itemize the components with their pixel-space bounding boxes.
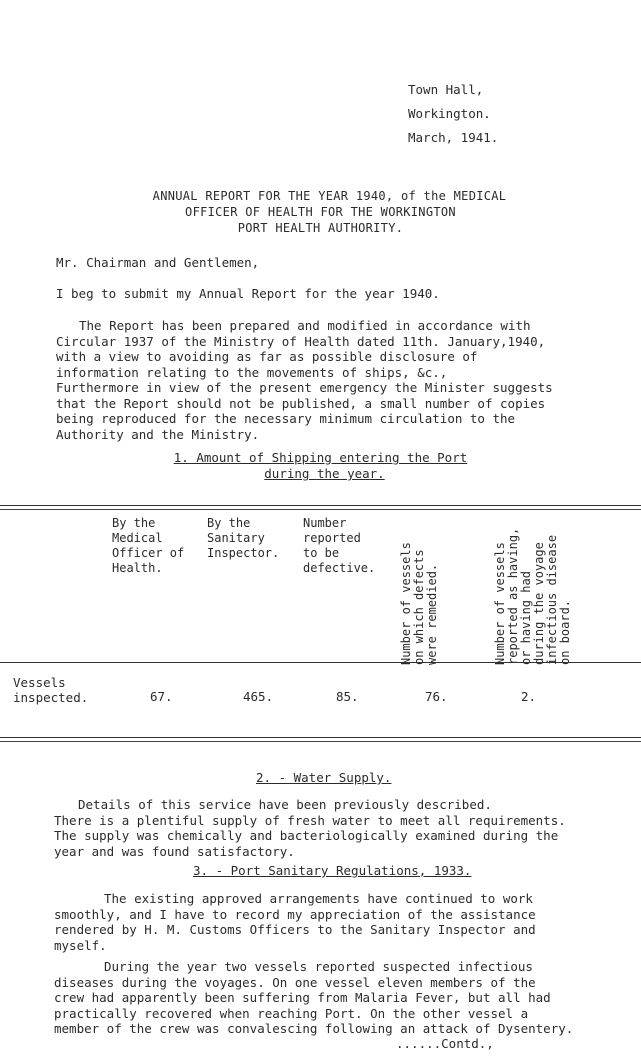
para1-line: Authority and the Ministry. [56, 426, 260, 442]
para1-line: Furthermore in view of the present emergency the Minister suggests [56, 380, 553, 395]
paragraph-report-preparation [56, 318, 636, 442]
address-block [408, 78, 498, 150]
regulations-line: rendered by H. M. Customs Officers to the Sanitary Inspector and [54, 922, 536, 937]
salutation: Mr. Chairman and Gentlemen, [56, 255, 260, 270]
col1-line: Officer of [112, 546, 185, 560]
paragraph-port-regulations [54, 891, 634, 953]
value-remedied: 76. [425, 689, 448, 704]
section1-subheading [0, 466, 641, 481]
paragraph-infectious-diseases [54, 959, 634, 1037]
infectious-line: member of the crew was convalescing following an attack of Dysentery. [54, 1021, 574, 1036]
table-bottom-rule [0, 737, 641, 738]
report-title [0, 188, 641, 236]
col3-line: reported [303, 531, 361, 545]
para1-line: information relating to the movements of ships, &c., [56, 364, 448, 380]
table-top-rule-2 [0, 509, 641, 510]
column-header-sanitary-inspector [207, 516, 279, 561]
regulations-line: smoothly, and I have to record my appreciation of the assistance [54, 906, 536, 922]
value-defective: 85. [336, 689, 359, 704]
value-medical-officer: 67. [150, 689, 173, 704]
table-header-rule [0, 662, 641, 663]
column-header-medical-officer [112, 516, 184, 576]
table-bottom-rule-2 [0, 741, 641, 742]
para1-line: with a view to avoiding as far as possible disclosure of [56, 349, 478, 364]
col4-line: on which defects [412, 549, 426, 665]
water-line: year and was found satisfactory. [54, 843, 295, 859]
para1-line: Circular 1937 of the Ministry of Health dated 11th. January,1940, [56, 333, 546, 349]
section1-heading [0, 450, 641, 465]
water-line: Details of this service have been previously described. [78, 797, 492, 812]
col3-line: defective. [303, 561, 376, 575]
title-line-1: ANNUAL REPORT FOR THE YEAR 1940, of the MEDICAL [152, 189, 507, 203]
col4-line: were remedied. [425, 563, 439, 665]
water-line: The supply was chemically and bacteriologically examined during the [54, 828, 559, 843]
column-header-number-defective [303, 516, 375, 576]
regulations-line: myself. [54, 937, 107, 953]
column-header-infectious-disease [494, 528, 572, 665]
col5-line: Number of vessels [493, 542, 507, 665]
intro-sentence: I beg to submit my Annual Report for the year 1940. [56, 286, 440, 301]
title-line-2: OFFICER OF HEALTH FOR THE WORKINGTON [185, 205, 456, 219]
col2-line: Sanitary [207, 531, 265, 545]
column-header-defects-remedied [400, 542, 439, 665]
value-infectious: 2. [521, 689, 537, 704]
infectious-line: crew had apparently been suffering from Malaria Fever, but all had [54, 990, 551, 1005]
section3-heading-text: 3. - Port Sanitary Regulations, 1933. [193, 863, 472, 878]
col2-line: Inspector. [207, 546, 280, 560]
infectious-line: During the year two vessels reported suspected infectious [104, 959, 533, 974]
col1-line: Medical [112, 531, 163, 545]
para1-line: The Report has been prepared and modified in accordance with [79, 318, 531, 333]
col5-line: or having had [519, 571, 533, 665]
paragraph-water-supply [54, 797, 634, 859]
title-line-3: PORT HEALTH AUTHORITY. [237, 221, 404, 235]
col5-line: during the voyage [532, 542, 546, 665]
infectious-line: diseases during the voyages. On one vessel eleven members of the [54, 974, 536, 990]
section2-heading [256, 770, 391, 785]
col1-line: By the [112, 516, 156, 530]
section1-heading-line2: during the year. [264, 466, 385, 481]
address-town: Workington. [408, 106, 491, 121]
section3-heading [193, 863, 471, 878]
row-label-vessels-inspected [13, 675, 88, 705]
value-sanitary-inspector: 465. [243, 689, 274, 704]
col5-line: on board. [558, 599, 572, 665]
col5-line: infectious disease [545, 534, 559, 665]
table-top-rule [0, 505, 641, 506]
col4-line: Number of vessels [399, 542, 413, 665]
report-date: March, 1941. [408, 130, 499, 145]
col5-line: reported as having, [506, 527, 520, 665]
water-line: There is a plentiful supply of fresh water to meet all requirements. [54, 812, 566, 828]
regulations-line: The existing approved arrangements have continued to work [104, 891, 533, 906]
col2-line: By the [207, 516, 251, 530]
section1-heading-line1: 1. Amount of Shipping entering the Port [173, 450, 468, 465]
col3-line: Number [303, 516, 347, 530]
row-label-line: Vessels [13, 675, 66, 690]
continued-marker: ......Contd., [396, 1036, 494, 1051]
address-place: Town Hall, [408, 82, 484, 97]
para1-line: that the Report should not be published, a small number of copies [56, 395, 546, 411]
col1-line: Health. [112, 561, 163, 575]
infectious-line: practically recovered when reaching Port. On the other vessel a [54, 1005, 529, 1021]
section2-heading-text: 2. - Water Supply. [256, 770, 392, 785]
col3-line: to be [303, 546, 340, 560]
row-label-line: inspected. [13, 690, 89, 705]
para1-line: being reproduced for the necessary minimum circulation to the [56, 411, 516, 426]
